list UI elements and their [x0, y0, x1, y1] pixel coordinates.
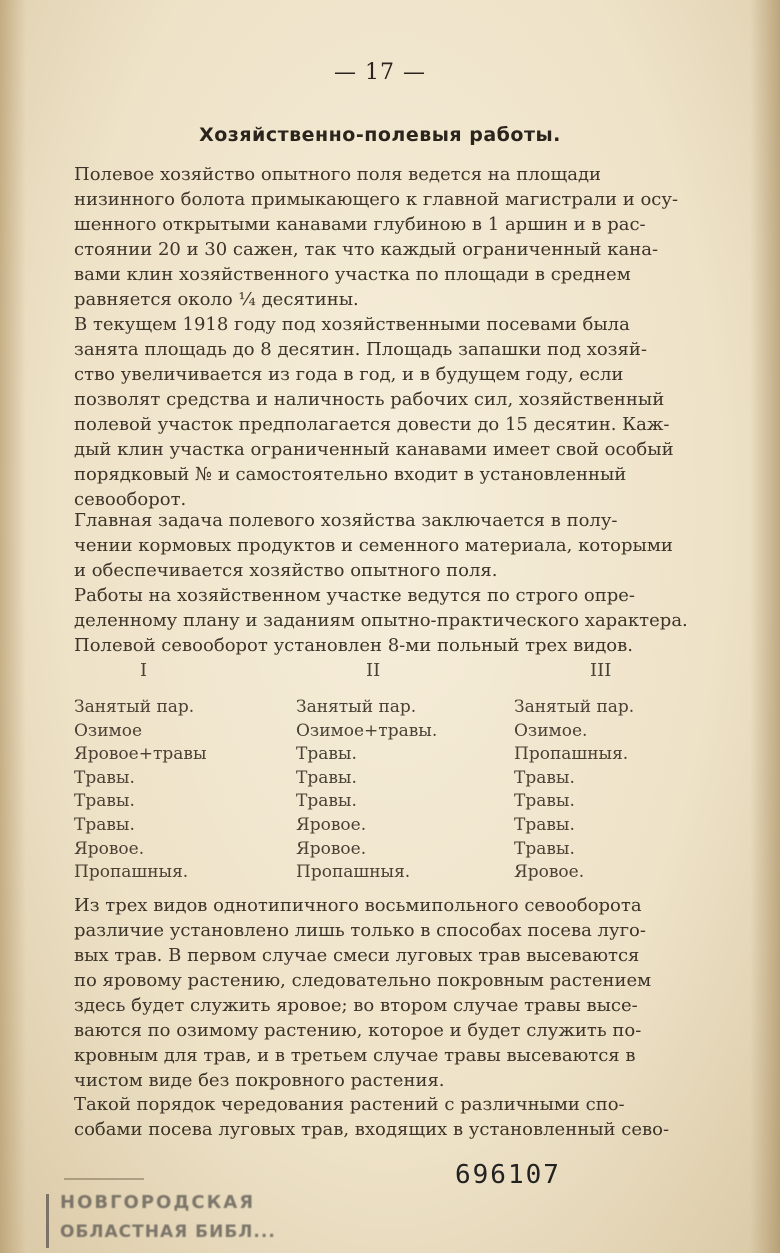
rotation-cell: Травы.	[514, 767, 575, 788]
rotation-cell: Озимое.	[514, 720, 588, 741]
text-line: стоянии 20 и 30 сажен, так что каждый ограниченный кана-	[74, 239, 659, 260]
rotation-cell: Травы.	[514, 791, 575, 812]
rotation-cell: Яровое.	[296, 838, 367, 859]
paragraph-7	[74, 1092, 714, 1142]
text-line: равняется около ¼ десятины.	[74, 289, 359, 310]
text-line: полевой участок предполагается довести до 15 десятин. Каж-	[74, 414, 670, 435]
text-line: занята площадь до 8 десятин. Площадь запашки под хозяй-	[74, 339, 647, 360]
paragraph-3	[74, 508, 714, 583]
paragraph-5	[74, 633, 714, 658]
rotation-cell: Травы.	[514, 814, 575, 835]
stamp-bar	[46, 1194, 49, 1248]
text-line: низинного болота примыкающего к главной магистрали и осу-	[74, 189, 679, 210]
text-line: вых трав. В первом случае смеси луговых трав высеваются	[74, 945, 640, 966]
paragraph-6	[74, 893, 714, 1093]
rotation-cell: Травы.	[296, 791, 357, 812]
text-line: кровным для трав, и в третьем случае травы высеваются в	[74, 1045, 636, 1066]
rotation-cell: Яровое.	[514, 862, 585, 883]
page-shadow-left	[0, 0, 26, 1253]
column-heading-3: III	[590, 660, 612, 681]
rotation-cell: Травы.	[296, 744, 357, 765]
rotation-cell: Яровое+травы	[74, 744, 207, 765]
rotation-cell: Пропашныя.	[74, 862, 189, 883]
rotation-cell: Травы.	[514, 838, 575, 859]
text-line: В текущем 1918 году под хозяйственными посевами была	[74, 314, 630, 335]
paragraph-4	[74, 583, 714, 633]
rotation-cell: Занятый пар.	[514, 697, 635, 717]
text-line: здесь будет служить яровое; во втором случае травы высе-	[74, 995, 638, 1016]
text-line: вами клин хозяйственного участка по площади в среднем	[74, 264, 631, 285]
rotation-cell: Озимое+травы.	[296, 720, 438, 741]
rotation-cell: Пропашныя.	[514, 744, 629, 765]
section-heading: Хозяйственно-полевыя работы.	[199, 124, 561, 146]
rotation-cell: Яровое.	[74, 838, 145, 859]
inventory-number: 696107	[455, 1160, 561, 1190]
paragraph-2	[74, 312, 714, 512]
stamp-dash	[64, 1178, 144, 1180]
rotation-cell: Травы.	[74, 791, 135, 812]
page-shadow-right	[750, 0, 780, 1253]
stamp-line-2: ОБЛАСТНАЯ БИБЛ...	[60, 1222, 276, 1242]
library-stamp	[40, 1190, 300, 1252]
text-line: по яровому растению, следовательно покровным растением	[74, 970, 652, 991]
rotation-cell: Занятый пар.	[74, 697, 195, 717]
text-line: Главная задача полевого хозяйства заключается в полу-	[74, 510, 618, 531]
stamp-line-1: НОВГОРОДСКАЯ	[60, 1192, 256, 1213]
text-line: ваются по озимому растению, которое и будет служить по-	[74, 1020, 642, 1041]
rotation-column-3	[514, 696, 634, 885]
rotation-column-2	[296, 696, 437, 885]
text-line: и обеспечивается хозяйство опытного поля.	[74, 560, 498, 581]
text-line: Работы на хозяйственном участке ведутся по строго опре-	[74, 585, 636, 606]
text-line: Полевой севооборот установлен 8-ми польный трех видов.	[74, 635, 633, 656]
text-line: чении кормовых продуктов и семенного материала, которыми	[74, 535, 673, 556]
page-number: — 17 —	[334, 60, 426, 85]
text-line: собами посева луговых трав, входящих в установленный сево-	[74, 1119, 670, 1140]
rotation-cell: Травы.	[74, 814, 135, 835]
text-line: позволят средства и наличность рабочих сил, хозяйственный	[74, 389, 665, 410]
rotation-column-1	[74, 696, 206, 885]
text-line: ство увеличивается из года в год, и в будущем году, если	[74, 364, 624, 385]
text-line: шенного открытыми канавами глубиною в 1 аршин и в рас-	[74, 214, 646, 235]
column-heading-2: II	[366, 660, 381, 681]
text-line: чистом виде без покровного растения.	[74, 1070, 445, 1091]
rotation-cell: Занятый пар.	[296, 697, 417, 717]
text-line: Такой порядок чередования растений с различными спо-	[74, 1094, 625, 1115]
text-line: дый клин участка ограниченный канавами имеет свой особый	[74, 439, 674, 460]
text-line: Полевое хозяйство опытного поля ведется на площади	[74, 164, 602, 185]
text-line: порядковый № и самостоятельно входит в установленный	[74, 464, 627, 485]
text-line: Из трех видов однотипичного восьмипольного севооборота	[74, 895, 642, 916]
column-heading-1: I	[140, 660, 148, 681]
rotation-cell: Яровое.	[296, 814, 367, 835]
rotation-cell: Озимое	[74, 720, 143, 741]
text-line: различие установлено лишь только в способах посева луго-	[74, 920, 646, 941]
text-line: севооборот.	[74, 489, 187, 510]
text-line: деленному плану и заданиям опытно-практического характера.	[74, 610, 688, 631]
paragraph-1	[74, 162, 714, 312]
rotation-cell: Травы.	[74, 767, 135, 788]
rotation-cell: Пропашныя.	[296, 862, 411, 883]
rotation-cell: Травы.	[296, 767, 357, 788]
